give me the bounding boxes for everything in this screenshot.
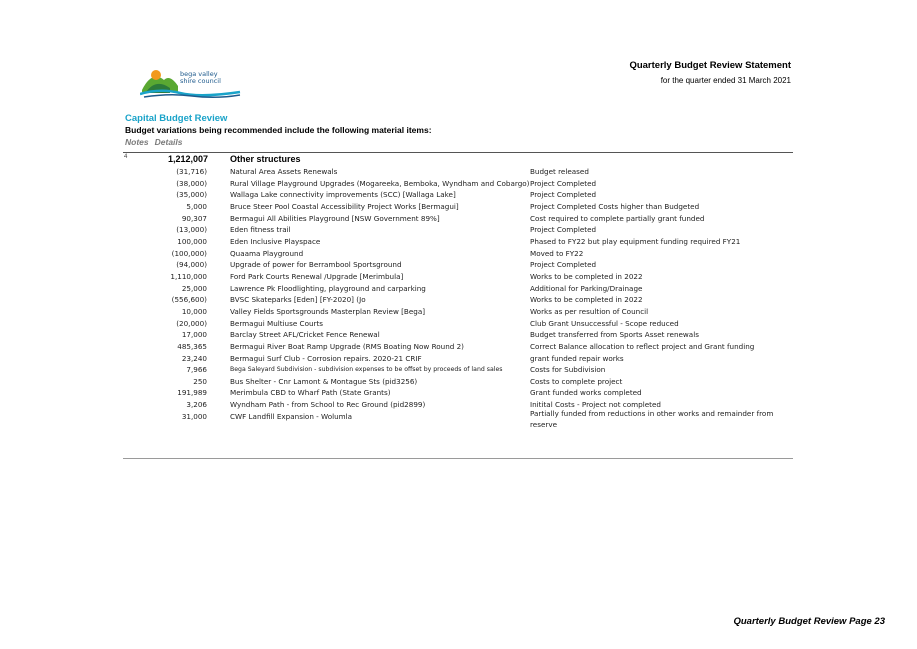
row-reason: grant funded repair works [530, 353, 624, 363]
notes-column-header: Notes [125, 137, 149, 147]
row-amount: (31,716) [176, 167, 207, 176]
row-amount: 250 [193, 376, 207, 386]
row-reason: Initital Costs - Project not completed [530, 400, 661, 410]
row-reason: Project Completed [530, 190, 597, 200]
row-item: Valley Fields Sportsgrounds Masterplan Review [Bega] [230, 306, 426, 316]
row-item: Bermagui River Boat Ramp Upgrade (RMS Boating Now Round 2) [230, 341, 464, 351]
row-amount: (13,000) [176, 225, 207, 235]
row-item: Bus Shelter - Cnr Lamont & Montague Sts (pid3256) [230, 376, 418, 386]
row-amount: 31,000 [181, 411, 207, 421]
row-reason: Works to be completed in 2022 [530, 295, 643, 305]
row-reason: Cost required to complete partially grant funded [530, 213, 705, 223]
row-amount: (38,000) [176, 178, 207, 188]
row-item: Eden Inclusive Playspace [230, 236, 321, 246]
row-item: CWF Landfill Expansion - Wolumla [230, 411, 353, 421]
row-reason: Costs to complete project [530, 376, 623, 386]
row-item: Natural Area Assets Renewals [230, 167, 338, 176]
row-amount: 17,000 [181, 330, 207, 340]
row-reason: Budget transferred from Sports Asset renewals [530, 330, 699, 340]
note-number: 4 [124, 154, 128, 160]
row-amount: 3,206 [186, 400, 207, 410]
row-reason: Project Completed [530, 178, 597, 188]
row-item: Bruce Steer Pool Coastal Accessibility Project Works [Bermagui] [230, 201, 459, 211]
row-item: Wyndham Path - from School to Rec Ground (pid2899) [230, 400, 426, 410]
page-footer: Quarterly Budget Review Page 23 [733, 616, 885, 627]
details-column-header: Details [154, 137, 183, 147]
row-amount: 191,989 [177, 388, 207, 398]
row-item: Ford Park Courts Renewal /Upgrade [Merimbula] [230, 271, 404, 281]
row-amount: (20,000) [176, 318, 207, 328]
row-reason: Club Grant Unsuccessful - Scope reduced [530, 318, 679, 328]
row-amount: 7,966 [186, 365, 207, 375]
row-item: Bega Saleyard Subdivision - subdivision expenses to be offset by proceeds of land sales [230, 366, 503, 374]
row-item: Rural Village Playground Upgrades (Mogareeka, Bemboka, Wyndham and Cobargo) [230, 178, 530, 188]
row-reason: Grant funded works completed [530, 388, 642, 398]
row-amount: 100,000 [177, 236, 207, 246]
row-reason: Project Completed Costs higher than Budgeted [530, 201, 700, 211]
row-amount: (100,000) [171, 248, 207, 258]
row-reason: Correct Balance allocation to reflect project and Grant funding [530, 341, 755, 351]
row-item: Quaama Playground [230, 248, 304, 258]
council-logo [140, 66, 244, 100]
row-reason: Project Completed [530, 225, 597, 235]
logo-text-line1: bega valley [180, 70, 218, 78]
row-amount: 90,307 [181, 213, 207, 223]
row-amount: 10,000 [181, 306, 207, 316]
bottom-rule [123, 458, 793, 459]
row-amount: 23,240 [181, 353, 207, 363]
row-reason: Phased to FY22 but play equipment funding required FY21 [530, 236, 741, 246]
row-item: Lawrence Pk Floodlighting, playground and carparking [230, 283, 426, 293]
row-reason: Moved to FY22 [530, 248, 584, 258]
row-item: Bermagui Surf Club - Corrosion repairs. 2020-21 CRIF [230, 353, 422, 363]
row-item: Bermagui Multiuse Courts [230, 318, 324, 328]
section-subtitle: Budget variations being recommended include the following material items: [125, 125, 432, 135]
row-reason: Project Completed [530, 260, 597, 270]
row-reason: Budget released [530, 167, 589, 176]
row-reason: Costs for Subdivision [530, 365, 606, 375]
logo-text-line2: shire council [180, 77, 221, 85]
row-reason: Additional for Parking/Drainage [530, 283, 643, 293]
row-reason: Works to be completed in 2022 [530, 271, 643, 281]
row-amount: (35,000) [176, 190, 207, 200]
row-amount: (556,600) [171, 295, 207, 305]
top-rule [123, 152, 793, 153]
column-headers [125, 137, 183, 147]
group-total-amount: 1,212,007 [167, 154, 208, 164]
row-amount: 1,110,000 [170, 271, 207, 281]
row-item: Bermagui All Abilities Playground [NSW Government 89%] [230, 213, 440, 223]
row-amount: 25,000 [181, 283, 207, 293]
row-item: Barclay Street AFL/Cricket Fence Renewal [230, 330, 380, 340]
document-title: Quarterly Budget Review Statement [629, 60, 791, 71]
group-heading: Other structures [230, 154, 301, 164]
row-reason: Works as per resultion of Council [530, 306, 649, 316]
row-amount: (94,000) [176, 260, 207, 270]
row-item: Upgrade of power for Berrambool Sportsground [230, 260, 402, 270]
section-title: Capital Budget Review [125, 113, 228, 124]
row-item: BVSC Skateparks [Eden] [FY-2020] (Jo [230, 295, 366, 305]
document-subtitle: for the quarter ended 31 March 2021 [660, 76, 791, 85]
row-amount: 5,000 [186, 201, 207, 211]
row-item: Merimbula CBD to Wharf Path (State Grants) [230, 388, 391, 398]
row-amount: 485,365 [177, 341, 207, 351]
row-item: Wallaga Lake connectivity improvements (SCC) [Wallaga Lake] [230, 190, 456, 200]
row-item: Eden fitness trail [230, 225, 291, 235]
row-reason: Partially funded from reductions in other works and remainder from reserve [530, 408, 774, 430]
